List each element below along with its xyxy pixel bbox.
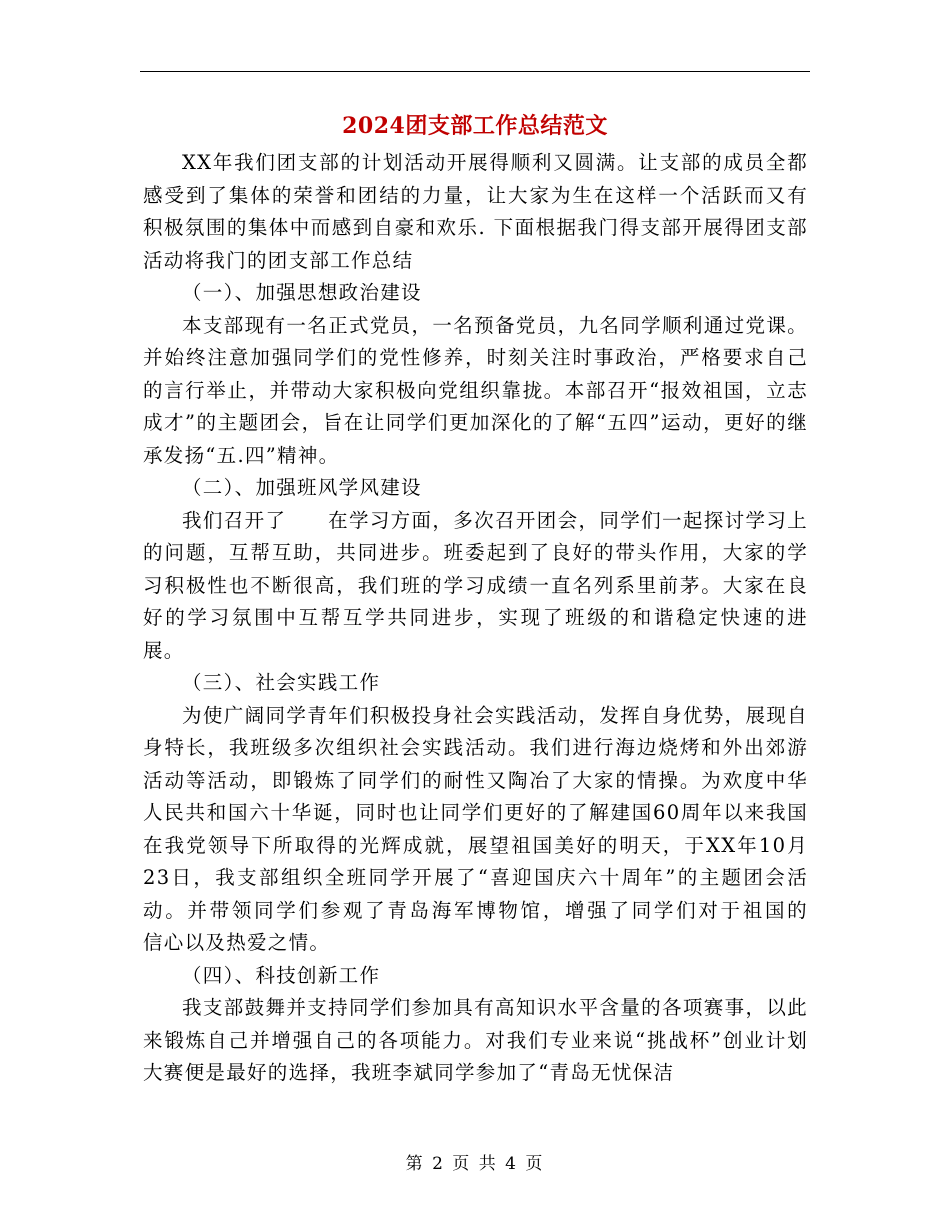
section-paragraph-1: 本支部现有一名正式党员，一名预备党员，九名同学顺利通过党课。并始终注意加强同学们的党性修养，时刻关注时事政治，严格要求自己的言行举止，并带动大家积极向党组织靠拢。本部召开“报效祖国，立志成才”的主题团会，旨在让同学们更加深化的了解“五四”运动，更好的继承发扬“五.四”精神。 [143, 313, 808, 467]
section-heading-3: （三）、社会实践工作 [182, 671, 381, 694]
section-heading-4: （四）、科技创新工作 [182, 963, 381, 987]
section-paragraph-2: 我们召开了 在学习方面，多次召开团会，同学们一起探讨学习上的问题，互帮互助，共同进步。班委起到了良好的带头作用，大家的学习积极性也不断很高，我们班的学习成绩一直名列系里前茅。大家在良好的学习氛围中互帮互学共同进步，实现了班级的和谐稳定快速的进展。 [143, 508, 808, 662]
document-title: 2024团支部工作总结范文 [342, 113, 608, 139]
intro-paragraph: XX年我们团支部的计划活动开展得顺利又圆满。让支部的成员全都感受到了集体的荣誉和团结的力量，让大家为生在这样一个活跃而又有积极氛围的集体中而感到自豪和欢乐. 下面根据我门得支部开展得团支部活动将我门的团支部工作总结 [143, 151, 808, 272]
section-heading-1: （一）、加强思想政治建设 [182, 281, 422, 304]
section-paragraph-3: 为使广阔同学青年们积极投身社会实践活动，发挥自身优势，展现自身特长，我班级多次组织社会实践活动。我们进行海边烧烤和外出郊游活动等活动，即锻炼了同学们的耐性又陶冶了大家的情操。为欢度中华人民共和国六十华诞，同时也让同学们更好的了解建国60周年以来我国在我党领导下所取得的光辉成就，展望祖国美好的明天，于XX年10月23日，我支部组织全班同学开展了“喜迎国庆六十周年”的主题团会活动。并带领同学们参观了青岛海军博物馆，增强了同学们对于祖国的 信心以及热爱之情。 [143, 703, 829, 954]
document-body [143, 147, 829, 1090]
section-paragraph-4: 我支部鼓舞并支持同学们参加具有高知识水平含量的各项赛事，以此来锻炼自己并增强自己的各项能力。对我们专业来说“挑战杯”创业计划大赛便是最好的选择，我班李斌同学参加了“青岛无忧保洁 [143, 996, 808, 1084]
page-number: 第 2 页 共 4 页 [405, 1154, 545, 1174]
section-heading-2: （二）、加强班风学风建设 [182, 476, 422, 499]
header-rule [140, 71, 810, 72]
